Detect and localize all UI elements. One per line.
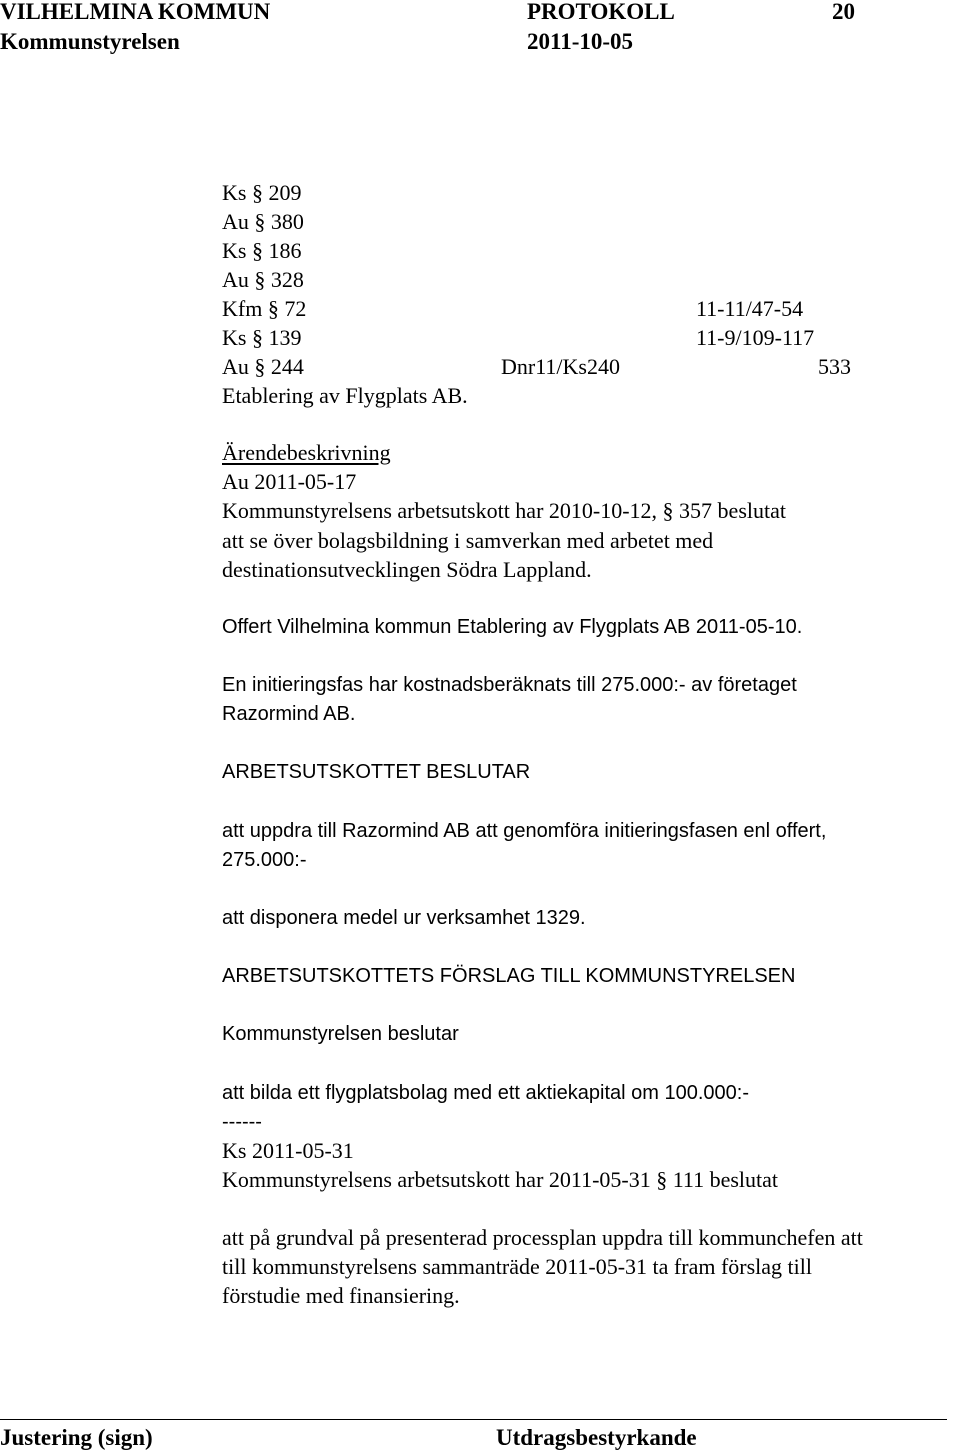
diary-number: Dnr11/Ks240 (501, 354, 620, 379)
reference-row (222, 352, 862, 381)
ks-date: Ks 2011-05-31 (222, 1138, 354, 1163)
reference-row (222, 207, 862, 236)
header-page-number: 20 (832, 0, 855, 24)
final-line: till kommunstyrelsens sammanträde 2011-05-31 ta fram förslag till (222, 1254, 813, 1279)
footer-signature-label: Justering (sign) (0, 1425, 153, 1450)
offer-line: Offert Vilhelmina kommun Etablering av Flygplats AB 2011-05-10. (222, 616, 803, 638)
reference-row (222, 236, 862, 265)
reference-extra: 533 (818, 354, 851, 379)
footer-certification-label: Utdragsbestyrkande (496, 1425, 697, 1450)
ks-decision: att bilda ett flygplatsbolag med ett aktiekapital om 100.000:- (222, 1082, 749, 1104)
decision-heading: ARBETSUTSKOTTET BESLUTAR (222, 761, 531, 783)
footer-divider (0, 1419, 947, 1420)
proposal-heading: ARBETSUTSKOTTETS FÖRSLAG TILL KOMMUNSTYRELSEN (222, 965, 796, 987)
reference-id: Ks § 209 (222, 180, 302, 205)
final-line: att på grundval på presenterad processplan uppdra till kommunchefen att (222, 1225, 863, 1250)
reference-id: Au § 328 (222, 267, 304, 292)
reference-code: 11-11/47-54 (696, 296, 804, 321)
reference-row (222, 294, 862, 323)
description-line: Kommunstyrelsens arbetsutskott har 2010-10-12, § 357 beslutat (222, 498, 786, 523)
ks-decides: Kommunstyrelsen beslutar (222, 1023, 459, 1045)
header-org: VILHELMINA KOMMUN (0, 0, 271, 24)
description-heading: Ärendebeskrivning (222, 440, 391, 465)
header-body: Kommunstyrelsen (0, 29, 180, 54)
reference-id: Au § 380 (222, 209, 304, 234)
reference-id: Ks § 139 (222, 325, 302, 350)
final-line: förstudie med finansiering. (222, 1283, 460, 1308)
reference-row (222, 178, 862, 207)
phase-line: Razormind AB. (222, 703, 356, 725)
decision-line: 275.000:- (222, 849, 307, 871)
reference-id: Au § 244 (222, 354, 304, 379)
reference-row (222, 323, 862, 352)
header-doc-type: PROTOKOLL (527, 0, 675, 24)
header-date: 2011-10-05 (527, 29, 634, 54)
description-au-date: Au 2011-05-17 (222, 469, 357, 494)
reference-row (222, 265, 862, 294)
description-line: destinationsutvecklingen Södra Lappland. (222, 557, 592, 582)
reference-id: Ks § 186 (222, 238, 302, 263)
matter-title: Etablering av Flygplats AB. (222, 383, 468, 408)
separator: ------ (222, 1111, 262, 1133)
decision-line-2: att disponera medel ur verksamhet 1329. (222, 907, 586, 929)
description-line: att se över bolagsbildning i samverkan med arbetet med (222, 528, 714, 553)
reference-code: 11-9/109-117 (696, 325, 815, 350)
reference-list (222, 178, 862, 410)
phase-line: En initieringsfas har kostnadsberäknats till 275.000:- av företaget (222, 674, 797, 696)
reference-id: Kfm § 72 (222, 296, 307, 321)
decision-line: att uppdra till Razormind AB att genomföra initieringsfasen enl offert, (222, 820, 827, 842)
ks-line: Kommunstyrelsens arbetsutskott har 2011-05-31 § 111 beslutat (222, 1167, 779, 1192)
